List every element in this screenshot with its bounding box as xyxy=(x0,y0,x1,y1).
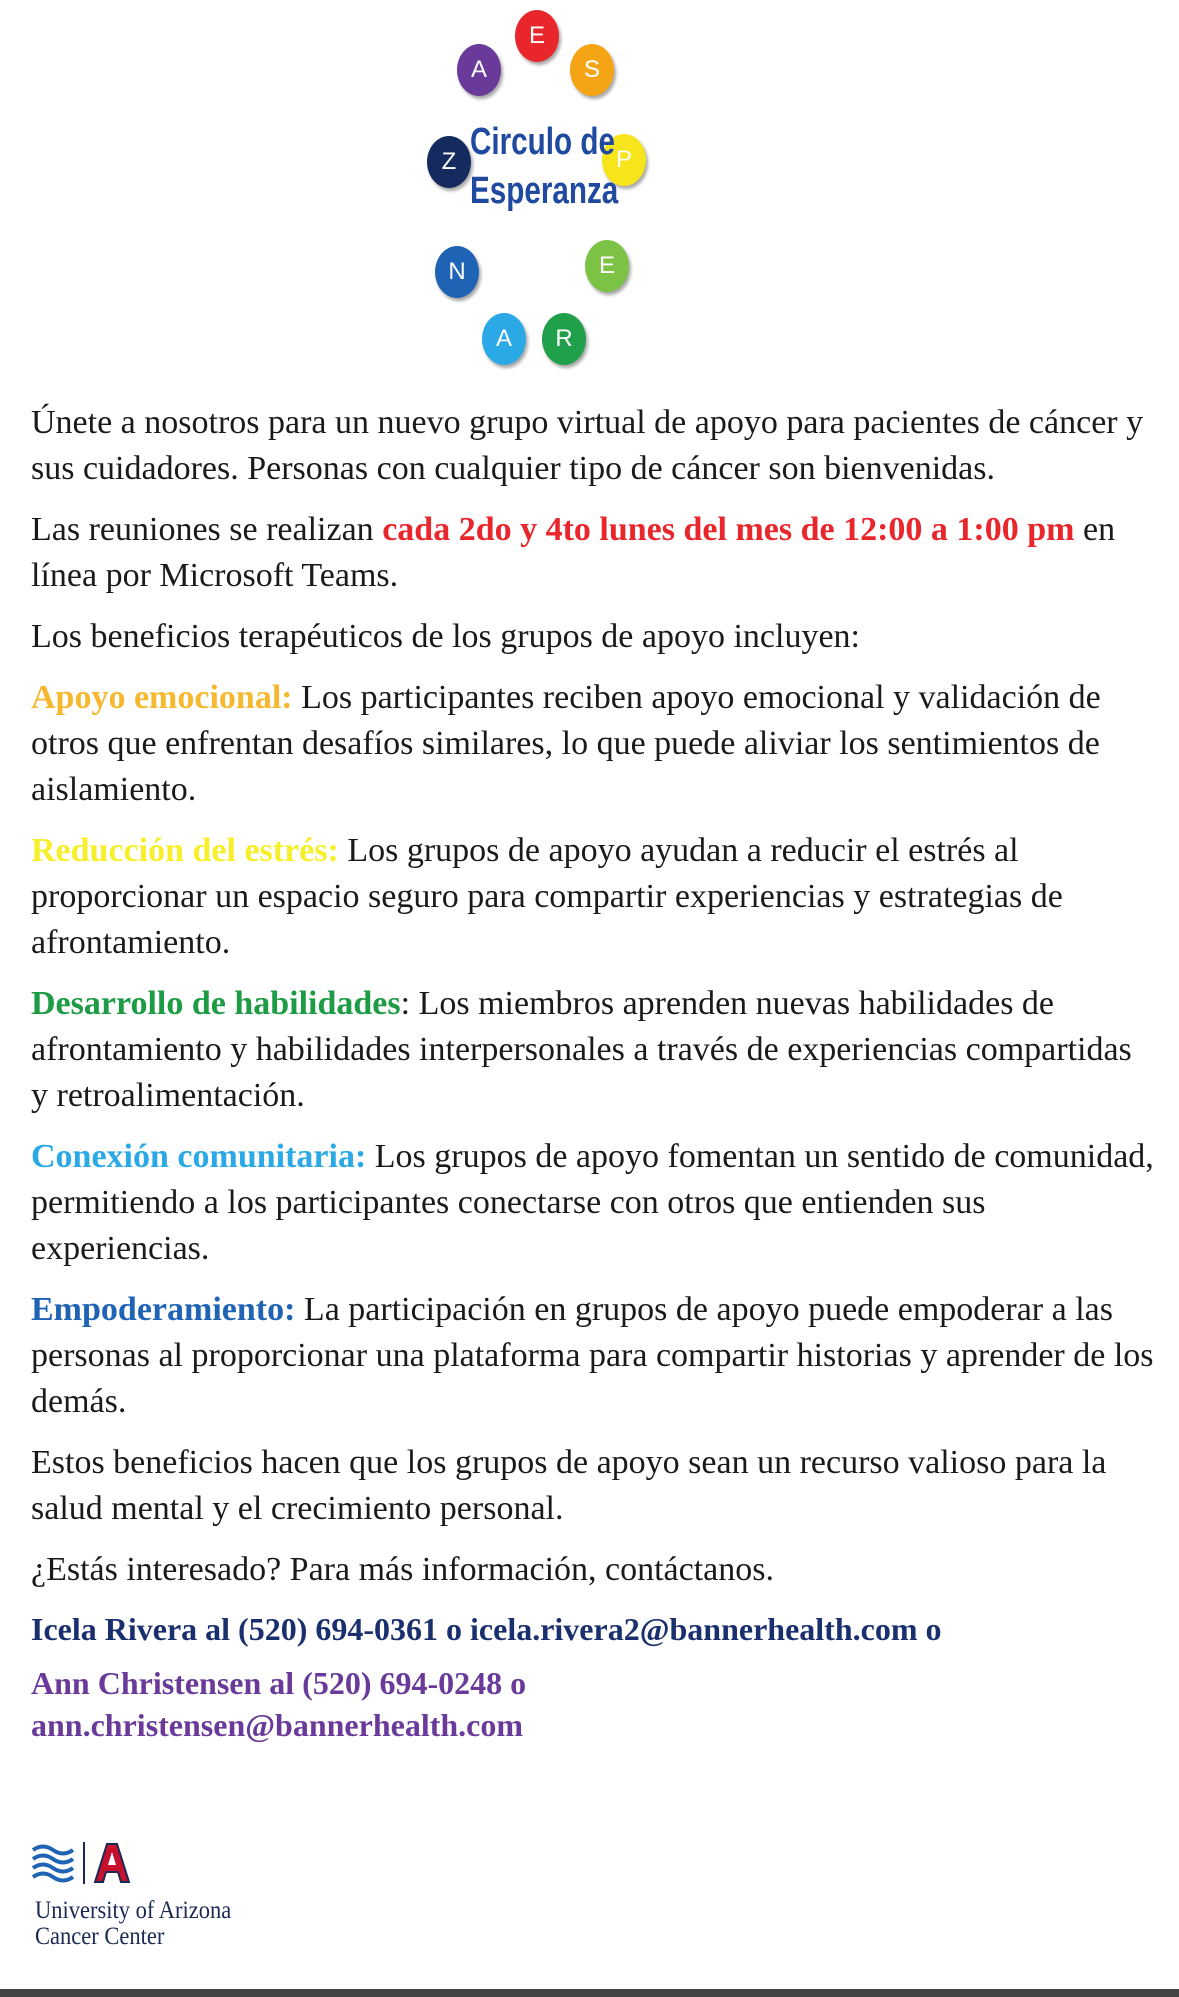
benefit-text: : Los miembros aprenden nuevas habilidades de afrontamiento y habilidades interpersonales a través de experiencias compartidas y retroalimentación. xyxy=(31,985,1132,1114)
benefit-title: Empoderamiento: xyxy=(31,1291,296,1328)
ua-logo-line1: University of Arizona xyxy=(35,1897,232,1924)
logo-letter-bubble: E xyxy=(515,10,559,62)
logo-title xyxy=(470,118,618,217)
call-to-action: ¿Estás interesado? Para más información, contáctanos. xyxy=(31,1551,775,1588)
benefit-title: Conexión comunitaria: xyxy=(31,1138,367,1175)
benefit-text: La participación en grupos de apoyo puede empoderar a las personas al proporcionar una plataforma para compartir historias y aprender de los demás. xyxy=(31,1291,1154,1420)
ua-divider xyxy=(83,1842,85,1884)
benefit-item xyxy=(31,1134,1156,1272)
benefit-item xyxy=(31,1287,1156,1425)
benefit-item xyxy=(31,675,1156,813)
logo-letter-bubble: A xyxy=(457,44,501,96)
ua-wave-icon xyxy=(31,1840,75,1884)
benefit-text: Los grupos de apoyo ayudan a reducir el estrés al proporcionar un espacio seguro para compartir experiencias y estrategias de afrontamiento. xyxy=(31,832,1063,961)
bottom-edge-bar xyxy=(0,1989,1179,1997)
meeting-prefix: Las reuniones se realizan xyxy=(31,511,383,548)
logo-title-line1: Circulo de xyxy=(470,121,615,163)
meeting-suffix: en línea por Microsoft Teams. xyxy=(31,511,1116,594)
contact-ann[interactable]: Ann Christensen al (520) 694-0248 o ann.christensen@bannerhealth.com xyxy=(31,1665,527,1743)
benefit-title: Apoyo emocional: xyxy=(31,679,293,716)
logo-letter-bubble: R xyxy=(542,313,586,365)
meeting-schedule: cada 2do y 4to lunes del mes de 12:00 a 1:00 pm xyxy=(382,511,1075,548)
logo-letter-bubble: S xyxy=(570,44,614,96)
closing-paragraph: Estos beneficios hacen que los grupos de apoyo sean un recurso valioso para la salud mental y el crecimiento personal. xyxy=(31,1444,1107,1527)
logo-title-line2: Esperanza xyxy=(470,170,619,213)
logo-letter-bubble: P xyxy=(602,134,646,186)
ua-block-a-icon xyxy=(91,1842,133,1884)
benefit-item xyxy=(31,828,1156,966)
intro-paragraph: Únete a nosotros para un nuevo grupo virtual de apoyo para pacientes de cáncer y sus cuidadores. Personas con cualquier tipo de cáncer son bienvenidas. xyxy=(31,404,1144,487)
contact-icela[interactable]: Icela Rivera al (520) 694-0361 o icela.rivera2@bannerhealth.com o xyxy=(31,1611,942,1647)
benefit-title: Reducción del estrés: xyxy=(31,832,339,869)
benefits-intro: Los beneficios terapéuticos de los grupos de apoyo incluyen: xyxy=(31,618,860,655)
logo-letter-bubble: N xyxy=(435,246,479,298)
logo-letter-bubble: Z xyxy=(427,136,471,188)
ua-logo-line2: Cancer Center xyxy=(35,1923,165,1950)
ua-cancer-center-logo xyxy=(31,1840,271,1955)
benefit-text: Los participantes reciben apoyo emocional y validación de otros que enfrentan desafíos similares, lo que puede aliviar los sentimientos de aislamiento. xyxy=(31,679,1101,808)
flyer-content xyxy=(31,400,1156,1758)
benefit-text: Los grupos de apoyo fomentan un sentido de comunidad, permitiendo a los participantes conectarse con otros que entienden sus experiencias. xyxy=(31,1138,1154,1267)
meeting-paragraph xyxy=(31,507,1156,599)
benefit-title: Desarrollo de habilidades xyxy=(31,985,401,1022)
logo-letter-bubble: A xyxy=(482,313,526,365)
circulo-de-esperanza-logo xyxy=(420,0,660,385)
benefit-item xyxy=(31,981,1156,1119)
logo-letter-bubble: E xyxy=(585,240,629,292)
